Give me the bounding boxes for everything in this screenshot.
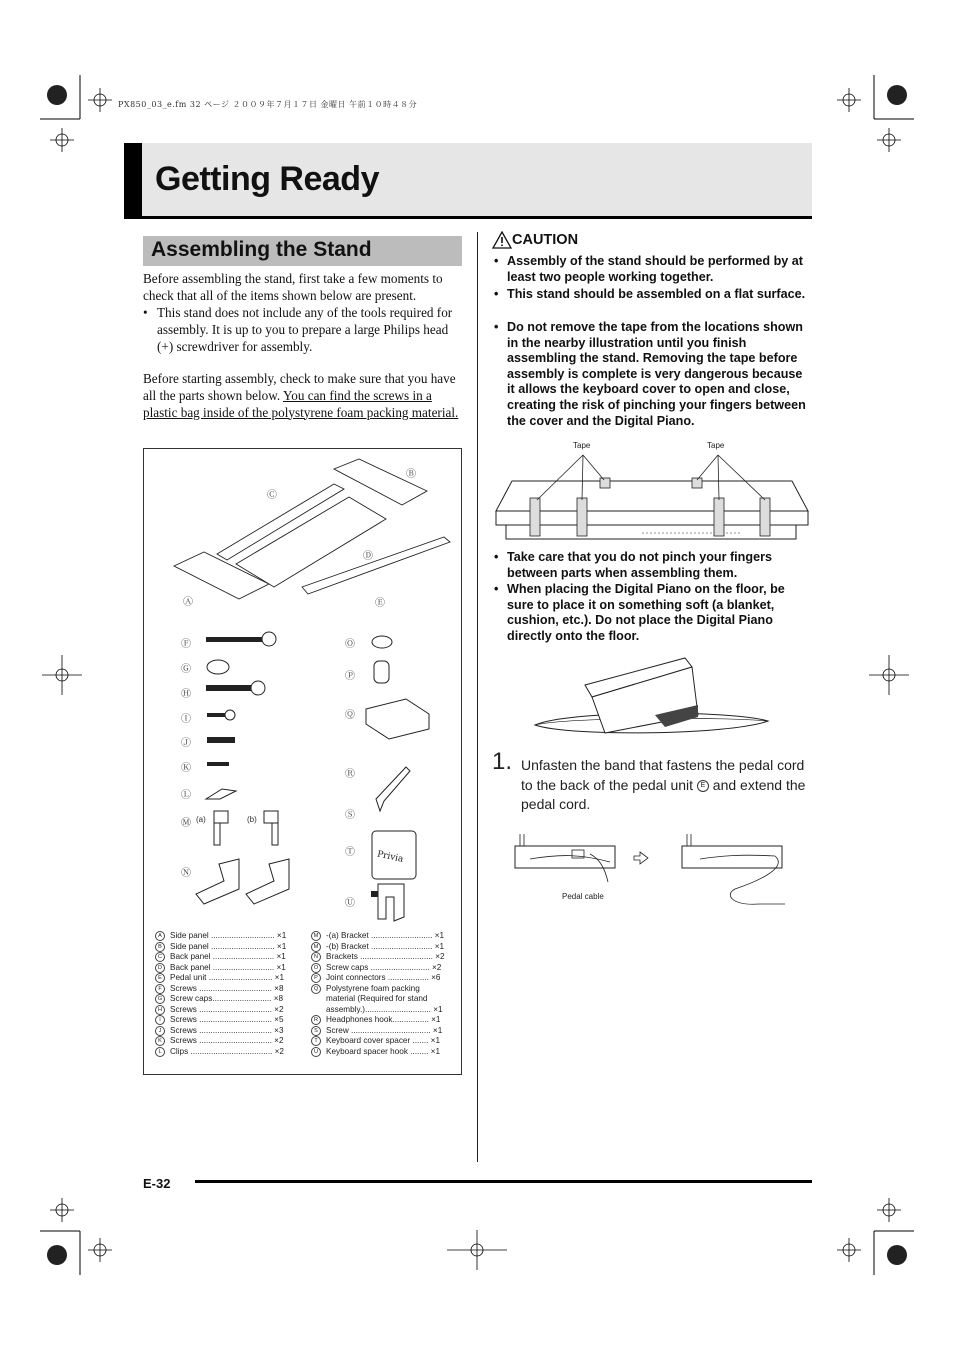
column-divider (477, 232, 478, 1162)
step-text-after: and extend the pedal cord. (521, 776, 806, 812)
legend-row (311, 952, 445, 963)
legend-text: Screws ................................ ×3 (170, 1025, 284, 1035)
legend-row (155, 1005, 284, 1016)
legend-row (311, 1026, 442, 1037)
caution-item-text: This stand should be assembled on a flat surface. (507, 287, 806, 301)
tape-illustration (492, 438, 812, 548)
legend-mark: D (155, 963, 165, 973)
legend-row (311, 1036, 440, 1047)
headphones-hook-r (376, 767, 410, 811)
page-title: Getting Ready (155, 160, 379, 198)
legend-row (155, 931, 286, 942)
legend-text: assembly.)............................. ×1 (326, 1004, 443, 1014)
caution-item: • Take care that you do not pinch your fingers between parts when assembling them. (494, 550, 772, 580)
label-p: Ⓟ (345, 671, 355, 682)
bullet-dot: • (143, 305, 148, 320)
legend-row (311, 973, 440, 984)
legend-row (155, 994, 283, 1005)
step-1-text (521, 756, 813, 815)
screw-i (207, 713, 227, 717)
legend-mark: S (311, 1026, 321, 1036)
legend-text: Back panel ........................... ×1 (170, 952, 286, 962)
legend-row (311, 1005, 443, 1016)
legend-row (155, 1036, 284, 1047)
caution-item-text: Assembly of the stand should be performed by at least two people working together. (507, 254, 804, 284)
legend-text: Joint connectors .................. ×6 (326, 973, 441, 983)
legend-text: Polystyrene foam packing (326, 983, 420, 993)
legend-row (155, 1015, 284, 1026)
intro-paragraph: Before assembling the stand, first take a few moments to check that all of the items shown below are present. (143, 271, 443, 303)
keyboard-spacer-hook-u (378, 884, 404, 921)
legend-mark: I (155, 1015, 165, 1025)
bracket-m-b (264, 811, 278, 823)
mark-e-icon: E (697, 780, 709, 792)
intro2-underlined: You can find the screws in a plastic bag inside of the polystyrene foam packing material. (143, 387, 459, 420)
label-u: Ⓤ (345, 898, 355, 909)
intro-bullet (143, 305, 463, 355)
title-rule (124, 216, 812, 219)
caution-item: • When placing the Digital Piano on the floor, be sure to place it on something soft (a blanket, cushion, etc.). Do not place the Digital Piano directly onto the floor. (494, 582, 785, 643)
legend-mark: F (155, 984, 165, 994)
legend-text: Back panel ........................... ×1 (170, 962, 286, 972)
legend-row (311, 942, 444, 953)
legend-text: Keyboard spacer hook ........ ×1 (326, 1046, 441, 1056)
label-a: Ⓐ (183, 597, 193, 608)
warning-icon (492, 231, 512, 249)
screw-j (207, 737, 235, 743)
legend-text: Screws ................................ ×2 (170, 1036, 284, 1046)
label-b: Ⓑ (406, 469, 416, 480)
legend-text: Screw caps .......................... ×2 (326, 962, 442, 972)
legend-mark: B (155, 942, 165, 952)
clip-l (206, 789, 236, 799)
label-q: Ⓠ (345, 710, 355, 721)
joint-connector-p (374, 661, 389, 683)
label-d: Ⓓ (363, 551, 373, 562)
piano-on-blanket-illustration (530, 655, 770, 745)
legend-text: -(b) Bracket ........................... ×1 (326, 941, 445, 951)
label-g: Ⓖ (181, 664, 191, 675)
legend-mark: H (155, 1005, 165, 1015)
caution-item: • Do not remove the tape from the locations shown in the nearby illustration until you finish assembling the stand. Removing the tape before assembly is complete is very dangerous because it allows the keyboard cover to open and close, creating the risk of pinching your fingers between the cover and the Digital Piano. (494, 320, 806, 428)
intro-paragraph-2 (143, 371, 463, 421)
screw-k (207, 762, 229, 766)
screw-h (206, 685, 256, 691)
legend-mark: E (155, 973, 165, 983)
bracket-m-a (214, 811, 228, 823)
legend-text: Headphones hook................ ×1 (326, 1015, 441, 1025)
caution-item-text: Take care that you do not pinch your fingers between parts when assembling them. (507, 550, 772, 580)
legend-row (155, 984, 284, 995)
legend-text: Screws ................................ ×8 (170, 983, 284, 993)
footer-rule (195, 1180, 812, 1183)
page-number: E-32 (143, 1176, 171, 1191)
label-r: Ⓡ (345, 769, 355, 780)
legend-text: Screw caps.......................... ×8 (170, 994, 284, 1004)
legend-mark: J (155, 1026, 165, 1036)
section-title: Assembling the Stand (151, 238, 372, 261)
legend-mark: A (155, 931, 165, 941)
caution-item-text: When placing the Digital Piano on the floor, be sure to place it on something soft (a blanket, cushion, etc.). Do not place the Digital Piano directly onto the floor. (507, 582, 785, 643)
legend-text: -(a) Bracket ........................... ×1 (326, 931, 445, 941)
legend-row (311, 1015, 440, 1026)
legend-text: Screws ................................ ×5 (170, 1015, 284, 1025)
legend-row (155, 973, 284, 984)
legend-mark: R (311, 1015, 321, 1025)
legend-text: material (Required for stand (326, 994, 428, 1004)
legend-row (155, 1047, 284, 1058)
legend-text: Screw ................................... ×1 (326, 1025, 443, 1035)
legend-mark: Q (311, 984, 321, 994)
caution-item: • This stand should be assembled on a flat surface. (494, 287, 806, 301)
legend-mark: N (311, 952, 321, 962)
legend-row (155, 942, 286, 953)
label-c: Ⓒ (267, 490, 277, 501)
file-meta-header: PX850_03_e.fm 32 ページ ２００９年７月１７日 金曜日 午前１０時４８分 (118, 100, 418, 109)
screw-cap-g (207, 660, 229, 674)
spacer-brand: Privia (376, 849, 405, 865)
legend-row (311, 931, 444, 942)
legend-row (155, 1026, 284, 1037)
legend-text: Screws ................................ ×2 (170, 1004, 284, 1014)
label-f: Ⓕ (181, 639, 191, 650)
legend-mark: P (311, 973, 321, 983)
legend-row (311, 1047, 440, 1058)
label-h: Ⓗ (181, 689, 191, 700)
step-text-before: Unfasten the band that fastens the pedal cord to the back of the pedal unit (521, 757, 805, 793)
legend-mark: M (311, 931, 321, 941)
label-n: Ⓝ (181, 868, 191, 879)
legend-mark: O (311, 963, 321, 973)
label-l: Ⓛ (181, 790, 191, 801)
foam-q (366, 699, 429, 739)
label-e: Ⓔ (375, 598, 385, 609)
tape-label-right: Tape (707, 441, 725, 450)
label-t: Ⓣ (345, 847, 355, 858)
legend-text: Pedal unit ............................ ×1 (170, 973, 284, 983)
legend-text: Clips .................................... ×2 (170, 1046, 284, 1056)
intro2-text: Before starting assembly, check to make sure that you have all the parts shown below. (143, 371, 456, 403)
tape-label-left: Tape (573, 441, 591, 450)
label-m-b: (b) (247, 815, 257, 824)
legend-text: Brackets ................................ ×2 (326, 952, 445, 962)
pedal-cable-illustration (510, 824, 790, 914)
legend-mark: C (155, 952, 165, 962)
legend-text: Keyboard cover spacer ....... ×1 (326, 1036, 441, 1046)
label-i: Ⓘ (181, 714, 191, 725)
legend-row (311, 984, 420, 995)
legend-mark: M (311, 942, 321, 952)
label-s: Ⓢ (345, 810, 355, 821)
legend-text: Side panel ............................ ×1 (170, 931, 287, 941)
label-k: Ⓚ (181, 763, 191, 774)
label-m: Ⓜ (181, 818, 191, 829)
screw-f (206, 637, 266, 642)
step-number: 1. (492, 748, 513, 775)
legend-mark: K (155, 1036, 165, 1046)
bracket-n1 (196, 859, 239, 904)
legend-mark: T (311, 1036, 321, 1046)
intro-bullet-text: This stand does not include any of the tools required for assembly. It is up to you to prepare a large Philips head (+) screwdriver for assembly. (157, 305, 453, 354)
bracket-n2 (246, 859, 289, 904)
pedal-cable-label: Pedal cable (562, 892, 604, 901)
caution-item-text: Do not remove the tape from the locations shown in the nearby illustration until you finish assembling the stand. Removing the tape before assembly is complete is very dangerous because it allows the keyboard cover to open and close, creating the risk of pinching your fingers between the cover and the Digital Piano. (507, 320, 806, 428)
legend-row (155, 963, 286, 974)
caution-item: • Assembly of the stand should be performed by at least two people working together. (494, 254, 804, 284)
parts-figure (143, 448, 462, 1075)
caution-heading: CAUTION (512, 232, 579, 248)
label-o: Ⓞ (345, 639, 355, 650)
legend-mark: G (155, 994, 165, 1004)
legend-row (155, 952, 286, 963)
label-m-a: (a) (196, 815, 206, 824)
legend-row (311, 963, 441, 974)
legend-text: Side panel ............................ ×1 (170, 941, 287, 951)
legend-mark: L (155, 1047, 165, 1057)
label-j: Ⓙ (181, 738, 191, 749)
legend-mark: U (311, 1047, 321, 1057)
screw-cap-o (372, 636, 392, 648)
legend-row (311, 994, 427, 1005)
